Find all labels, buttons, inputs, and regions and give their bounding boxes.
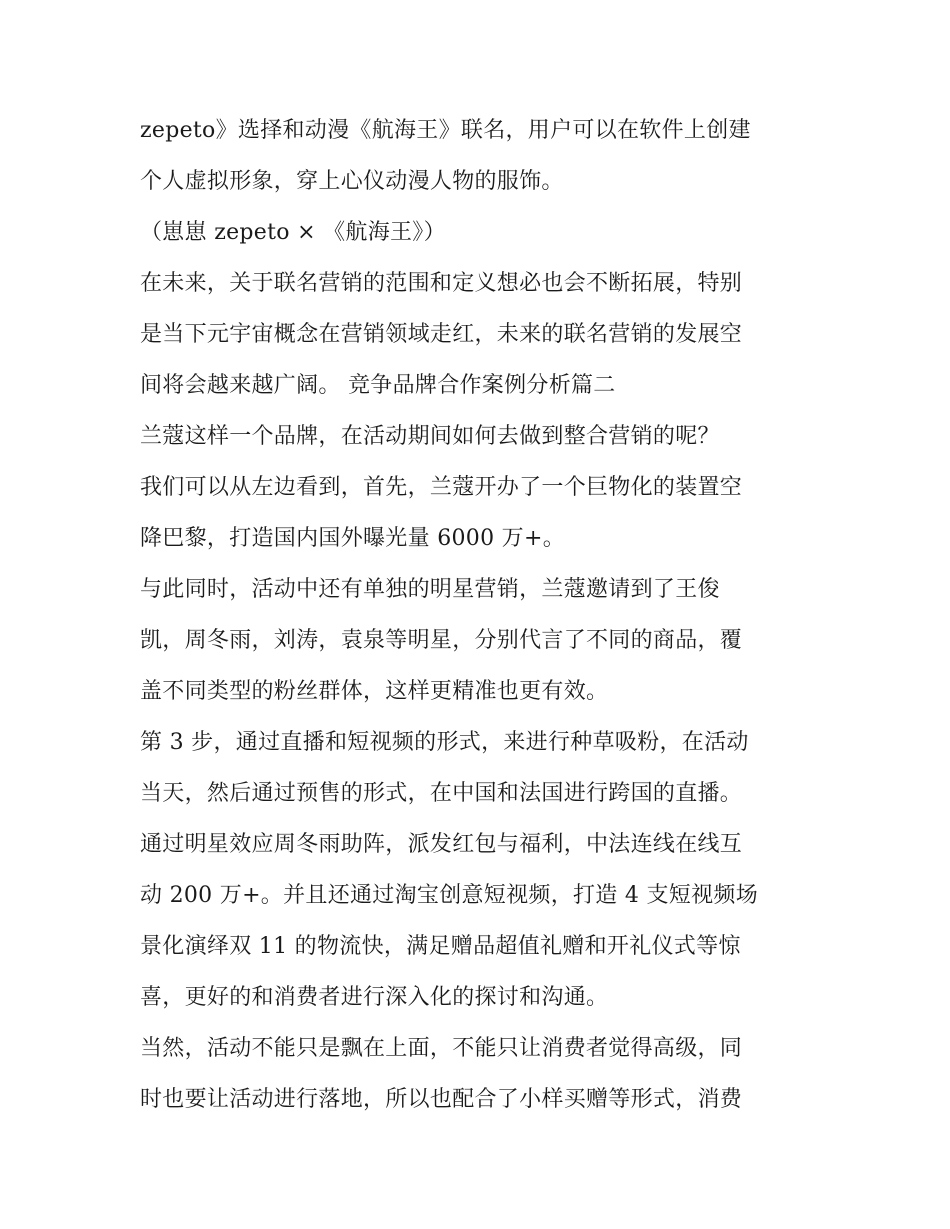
text-line: zepeto》选择和动漫《航海王》联名，用户可以在软件上创建 xyxy=(140,118,751,143)
text-line: 与此同时，活动中还有单独的明星营销，兰蔻邀请到了王俊 xyxy=(140,577,720,602)
text-line: 间将会越来越广阔。 竞争品牌合作案例分析篇二 xyxy=(140,373,616,398)
text-line: 当然，活动不能只是飘在上面，不能只让消费者觉得高级，同 xyxy=(140,1036,743,1061)
text-line: 时也要让活动进行落地，所以也配合了小样买赠等形式，消费 xyxy=(140,1087,743,1112)
text-line: 盖不同类型的粉丝群体，这样更精准也更有效。 xyxy=(140,679,609,704)
text-line: 是当下元宇宙概念在营销领域走红，未来的联名营销的发展空 xyxy=(140,322,743,347)
text-line: 我们可以从左边看到，首先，兰蔻开办了一个巨物化的装置空 xyxy=(140,475,743,500)
text-line: 兰蔻这样一个品牌，在活动期间如何去做到整合营销的呢？ xyxy=(140,424,720,449)
text-line: 当天，然后通过预售的形式，在中国和法国进行跨国的直播。 xyxy=(140,781,743,806)
text-line: 个人虚拟形象，穿上心仪动漫人物的服饰。 xyxy=(140,169,564,194)
text-line: 通过明星效应周冬雨助阵，派发红包与福利，中法连线在线互 xyxy=(140,832,743,857)
document-body xyxy=(140,105,820,1125)
text-line: （崽崽 zepeto × 《航海王》） xyxy=(140,220,446,245)
text-line: 动 200 万+。并且还通过淘宝创意短视频，打造 4 支短视频场 xyxy=(140,883,758,908)
text-line: 喜，更好的和消费者进行深入化的探讨和沟通。 xyxy=(140,985,609,1010)
text-line: 降巴黎，打造国内国外曝光量 6000 万+。 xyxy=(140,526,566,551)
text-line: 在未来，关于联名营销的范围和定义想必也会不断拓展，特别 xyxy=(140,271,743,296)
text-line: 景化演绎双 11 的物流快，满足赠品超值礼赠和开礼仪式等惊 xyxy=(140,934,741,959)
text-line: 凯，周冬雨，刘涛，袁泉等明星，分别代言了不同的商品，覆 xyxy=(140,628,743,653)
text-line: 第 3 步，通过直播和短视频的形式，来进行种草吸粉，在活动 xyxy=(140,730,749,755)
